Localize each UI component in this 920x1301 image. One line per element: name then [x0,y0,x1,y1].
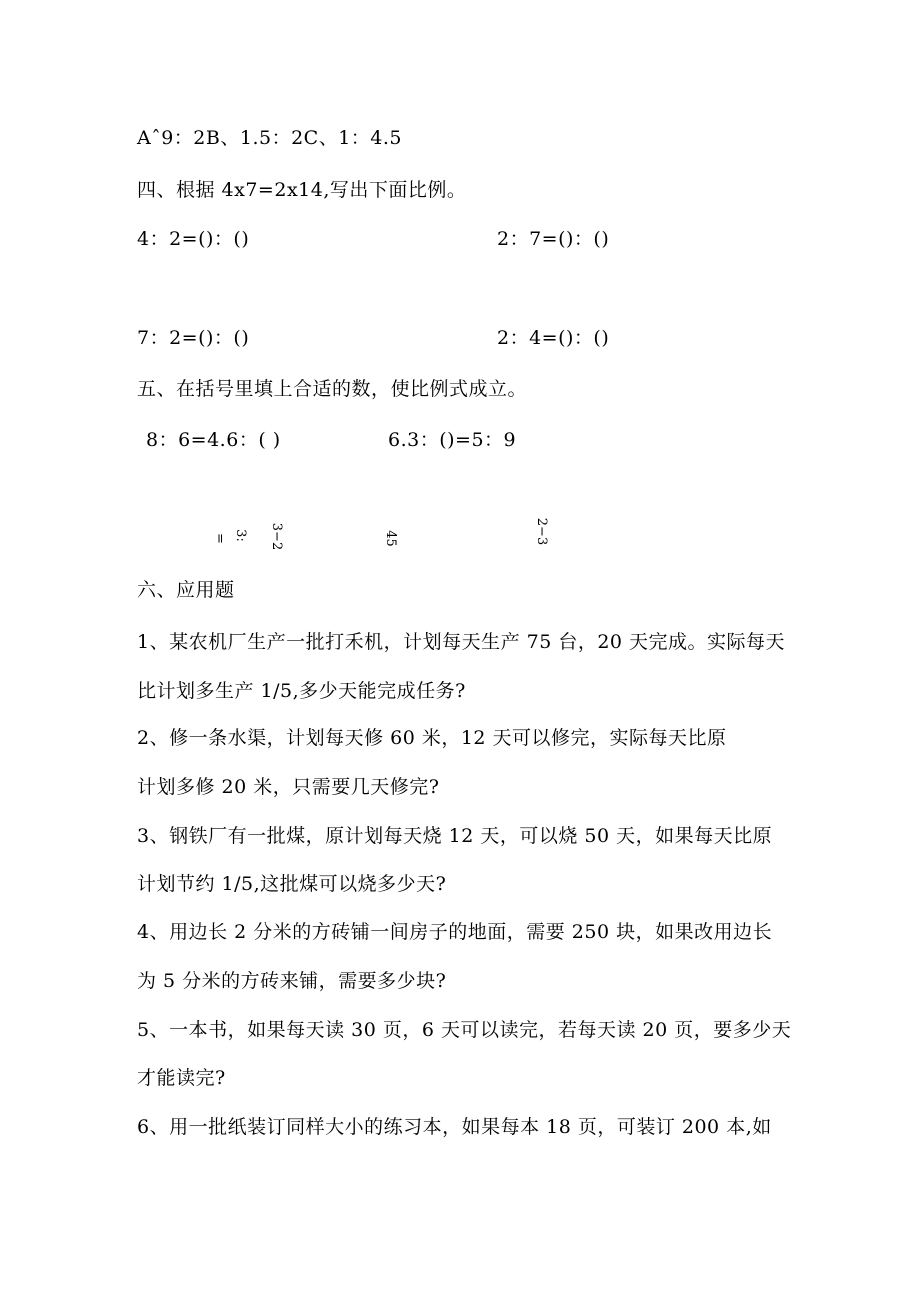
problem-line: 6、用一批纸装订同样大小的练习本，如果每本 18 页，可装订 200 本,如 [137,1116,772,1138]
proportion-item: 2：7=()：() [497,228,610,250]
problem-line: 为 5 分米的方砖来铺，需要多少块? [137,970,447,992]
problem-line: 才能读完? [137,1067,226,1089]
rotated-fragment: 3: [232,529,248,542]
problem-line: 1、某农机厂生产一批打禾机，计划每天生产 75 台，20 天完成。实际每天 [137,631,786,653]
proportion-item: 2：4=()：() [497,327,610,349]
problem-line: 比计划多生产 1/5,多少天能完成任务? [137,680,466,702]
rotated-fragment: = [211,533,227,544]
choices-line: Aˆ9：2B、1.5：2C、1：4.5 [137,127,403,149]
proportion-item: 7：2=()：() [137,327,250,349]
rotated-fragment: 45 [382,530,398,547]
problem-line: 3、钢铁厂有一批煤，原计划每天烧 12 天，可以烧 50 天，如果每天比原 [137,825,773,847]
fill-blank-item: 8：6=4.6：( ) [146,429,281,451]
problem-line: 计划节约 1/5,这批煤可以烧多少天? [137,873,447,895]
fill-blank-item: 6.3：()=5：9 [388,429,517,451]
rotated-fragment: 2−3 [534,517,550,546]
proportion-item: 4：2=()：() [137,228,250,250]
section-5-title: 五、在括号里填上合适的数，使比例式成立。 [137,378,528,400]
problem-line: 5、一本书，如果每天读 30 页，6 天可以读完，若每天读 20 页，要多少天 [137,1019,792,1041]
problem-line: 计划多修 20 米，只需要几天修完? [137,776,440,798]
rotated-fragment: 3−2 [269,522,285,551]
section-4-title: 四、根据 4x7=2x14,写出下面比例。 [137,179,467,201]
problem-line: 2、修一条水渠，计划每天修 60 米，12 天可以修完，实际每天比原 [137,727,727,749]
problem-line: 4、用边长 2 分米的方砖铺一间房子的地面，需要 250 块，如果改用边长 [137,921,773,943]
section-6-title: 六、应用题 [137,579,235,601]
